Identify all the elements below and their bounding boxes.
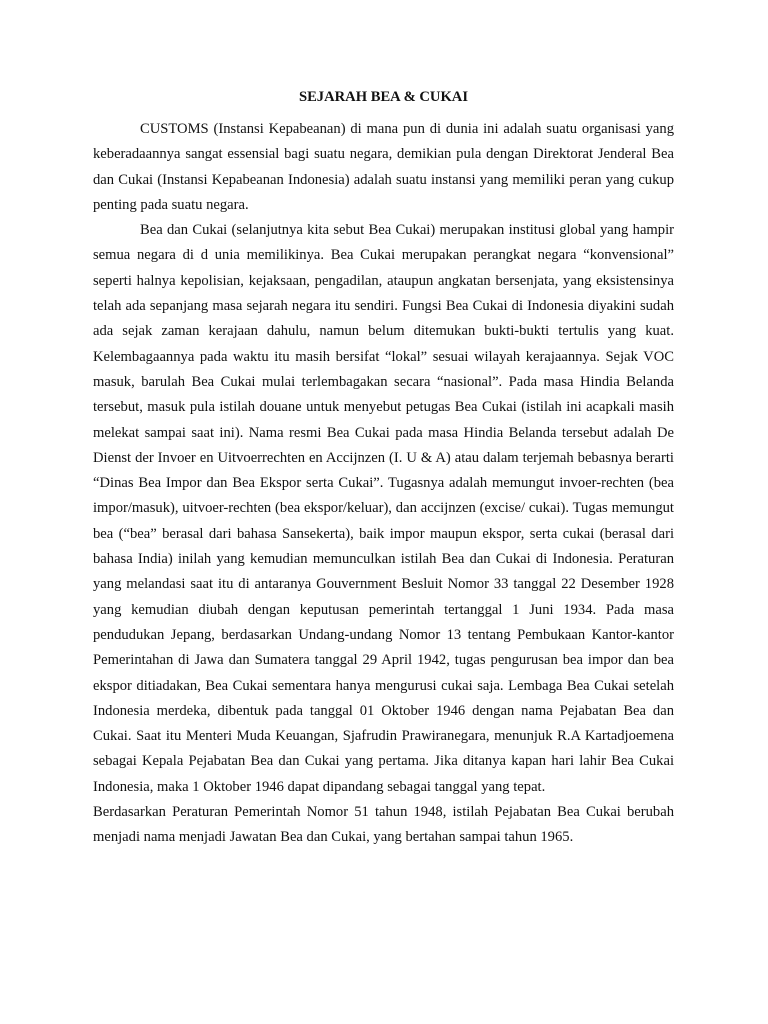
paragraph-history: Bea dan Cukai (selanjutnya kita sebut Bea Cukai) merupakan institusi global yang hampir semua negara di d unia memilikinya. Bea Cukai merupakan perangkat negara “konvensional” seperti halnya kepolisian, kejaksaan, pengadilan, ataupun angkatan bersenjata, yang eksistensinya telah ada sepanjang masa sejarah negara itu sendiri. Fungsi Bea Cukai di Indonesia diyakini sudah ada sejak zaman kerajaan dahulu, namun belum ditemukan bukti-bukti tertulis yang kuat. Kelembagaannya pada waktu itu masih bersifat “lokal” sesuai wilayah kerajaannya. Sejak VOC masuk, barulah Bea Cukai mulai terlembagakan secara “nasional”. Pada masa Hindia Belanda tersebut, masuk pula istilah douane untuk menyebut petugas Bea Cukai (istilah ini acapkali masih melekat sampai saat ini). Nama resmi Bea Cukai pada masa Hindia Belanda tersebut adalah De Dienst der Invoer en Uitvoerrechten en Accijnzen (I. U & A) atau dalam terjemah bebasnya berarti “Dinas Bea Impor dan Bea Ekspor serta Cukai”. Tugasnya adalah memungut invoer-rechten (bea impor/masuk), uitvoer-rechten (bea ekspor/keluar), dan accijnzen (excise/ cukai). Tugas memungut bea (“bea” berasal dari bahasa Sansekerta), baik impor maupun ekspor, serta cukai (berasal dari bahasa India) inilah yang kemudian memunculkan istilah Bea dan Cukai di Indonesia. Peraturan yang melandasi saat itu di antaranya Gouvernment Besluit Nomor 33 tanggal 22 Desember 1928 yang kemudian diubah dengan keputusan pemerintah tertanggal 1 Juni 1934. Pada masa pendudukan Jepang, berdasarkan Undang-undang Nomor 13 tentang Pembukaan Kantor-kantor Pemerintahan di Jawa dan Sumatera tanggal 29 April 1942, tugas pengurusan bea impor dan bea ekspor ditiadakan, Bea Cukai sementara hanya mengurusi cukai saja. Lembaga Bea Cukai setelah Indonesia merdeka, dibentuk pada tanggal 01 Oktober 1946 dengan nama Pejabatan Bea dan Cukai. Saat itu Menteri Muda Keuangan, Sjafrudin Prawiranegara, menunjuk R.A Kartadjoemena sebagai Kepala Pejabatan Bea dan Cukai yang pertama. Jika ditanya kapan hari lahir Bea Cukai Indonesia, maka 1 Oktober 1946 dapat dipandang sebagai tanggal yang tepat. (93, 222, 674, 795)
paragraph-regulation-1948: Berdasarkan Peraturan Pemerintah Nomor 51 tahun 1948, istilah Pejabatan Bea Cukai berubah menjadi nama menjadi Jawatan Bea dan Cukai, yang bertahan sampai tahun 1965. (93, 804, 674, 846)
document-body (93, 86, 674, 851)
paragraph-intro: CUSTOMS (Instansi Kepabeanan) di mana pun di dunia ini adalah suatu organisasi yang keberadaannya sangat essensial bagi suatu negara, demikian pula dengan Direktorat Jenderal Bea dan Cukai (Instansi Kepabeanan Indonesia) adalah suatu instansi yang memiliki peran yang cukup penting pada suatu negara. (93, 121, 674, 213)
document-title: SEJARAH BEA & CUKAI (298, 89, 469, 105)
